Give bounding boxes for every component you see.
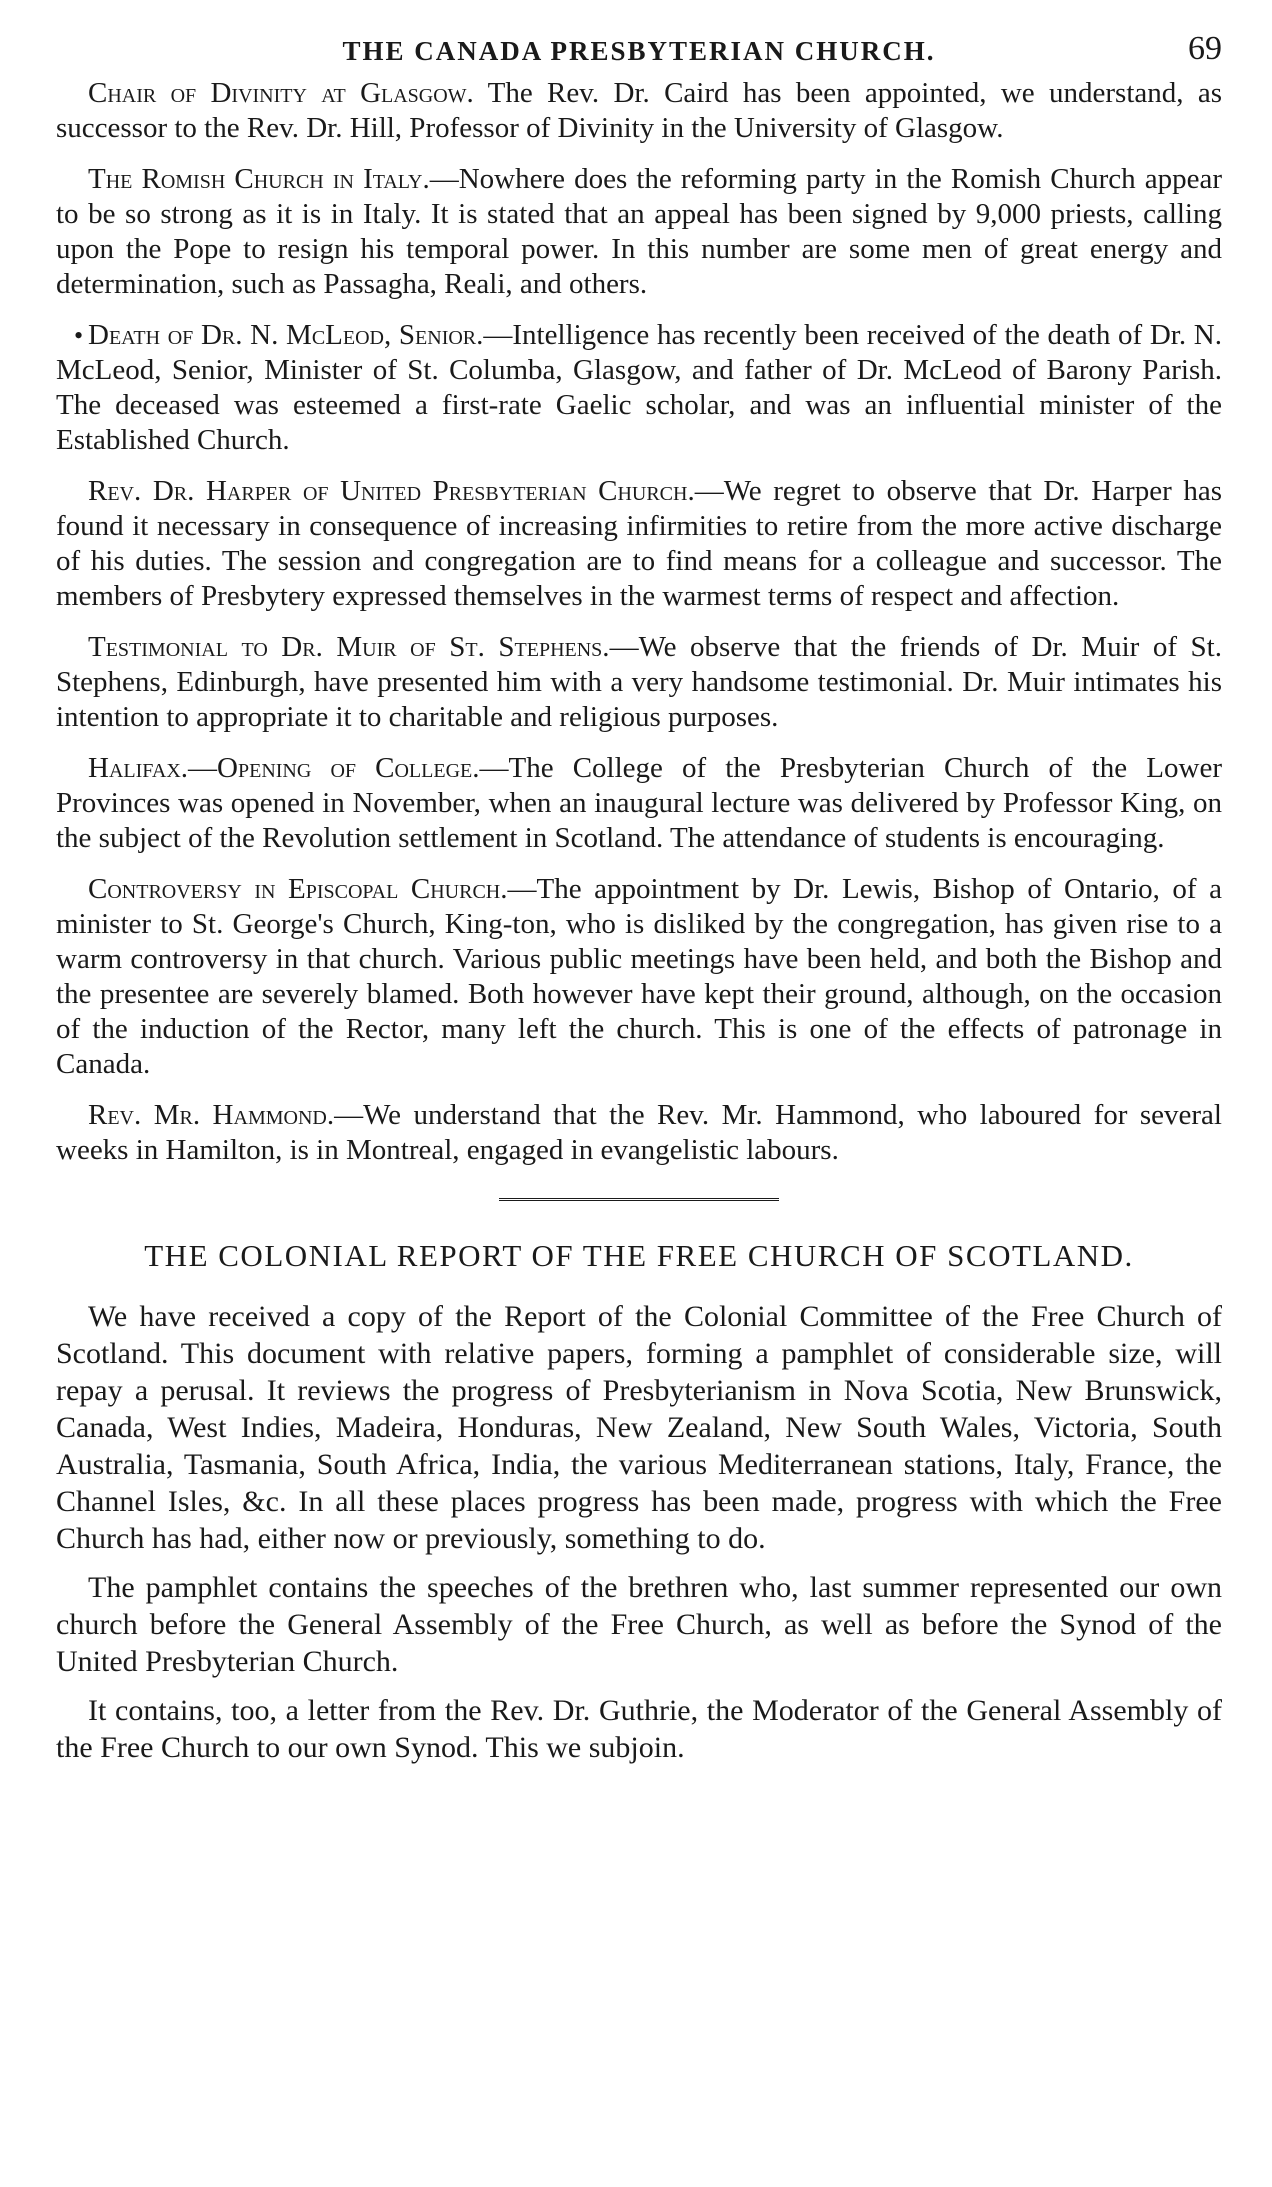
running-title: THE CANADA PRESBYTERIAN CHURCH. [342,36,936,66]
article-text: —Nowhere does the reforming party in the Romish Church appear to be so strong as it is in Italy. It is stated that an appeal has been signed by 9,000 priests, calling upon the Pope to resign his temporal power. In this number are some men of great energy and determination, such as Passagha, Reali, and others. [56,163,1222,300]
article-text: —The College of the Presbyterian Church of the Lower Provinces was opened in November, when an inaugural lecture was delivered by Professor King, on the subject of the Revolution settlement in Scotland. The attendance of students is encouraging. [56,752,1222,854]
running-header [56,24,1222,76]
article-text: —Intelligence has recently been received of the death of Dr. N. McLeod, Senior, Minister of St. Columba, Glasgow, and father of Dr. McLeod of Barony Parish. The deceased was esteemed a first-rate Gaelic scholar, and was an influential minister of the Established Church. [56,319,1222,456]
article-text: —We understand that the Rev. Mr. Hammond, who laboured for several weeks in Hamilton, is in Montreal, engaged in evangelistic labours. [56,1099,1222,1166]
article-death-of-dr-mcleod [56,318,1222,458]
article-chair-of-divinity [56,76,1222,146]
article-head: Death of Dr. N. McLeod, Senior. [88,319,484,351]
report-paragraph: The pamphlet contains the speeches of the brethren who, last summer represented our own church before the General Assembly of the Free Church, as well as before the Synod of the United Presbyterian Church. [56,1571,1222,1678]
article-head: The Romish Church in Italy. [88,163,430,195]
section-divider [499,1198,779,1204]
article-text: —We observe that the friends of Dr. Muir of St. Stephens, Edinburgh, have presented him with a very handsome testimonial. Dr. Muir intimates his intention to appropriate it to charitable and religious purposes. [56,631,1222,733]
article-testimonial-dr-muir [56,630,1222,735]
article-rev-dr-harper [56,474,1222,614]
article-halifax-college [56,751,1222,856]
document-page [56,24,1222,1778]
article-text: The Rev. Dr. Caird has been appointed, we understand, as successor to the Rev. Dr. Hill, Professor of Divinity in the University of Glasgow. [56,77,1222,144]
article-head: Rev. Dr. Harper of United Presbyterian Church. [88,475,695,507]
report-paragraph: It contains, too, a letter from the Rev. Dr. Guthrie, the Moderator of the General Assembly of the Free Church to our own Synod. This we subjoin. [56,1694,1222,1764]
bullet-mark: • [74,321,84,350]
section-title: THE COLONIAL REPORT OF THE FREE CHURCH OF SCOTLAND. [144,1238,1134,1273]
article-head: Halifax.—Opening of College. [88,752,480,784]
page-number: 69 [1188,30,1222,67]
article-romish-church-italy [56,162,1222,302]
article-rev-mr-hammond [56,1098,1222,1168]
article-head: Controversy in Episcopal Church. [88,873,508,905]
report-paragraph: We have received a copy of the Report of the Colonial Committee of the Free Church of Scotland. This document with relative papers, forming a pamphlet of considerable size, will repay a perusal. It reviews the progress of Presbyterianism in Nova Scotia, New Brunswick, Canada, West Indies, Madeira, Honduras, New Zealand, New South Wales, Victoria, South Australia, Tasmania, South Africa, India, the various Mediterranean stations, Italy, France, the Channel Isles, &c. In all these places progress has been made, progress with which the Free Church has had, either now or previously, something to do. [56,1300,1222,1555]
article-head: Testimonial to Dr. Muir of St. Stephens. [88,631,610,663]
article-head: Rev. Mr. Hammond. [88,1099,335,1131]
article-episcopal-controversy [56,872,1222,1082]
article-text: —The appointment by Dr. Lewis, Bishop of Ontario, of a minister to St. George's Church, King-ton, who is disliked by the congregation, has given rise to a warm controversy in that church. Various public meetings have been held, and both the Bishop and the presentee are severely blamed. Both however have kept their ground, although, on the occasion of the induction of the Rector, many left the church. This is one of the effects of patronage in Canada. [56,873,1222,1080]
article-head: Chair of Divinity at Glasgow. [88,77,474,109]
article-text: —We regret to observe that Dr. Harper has found it necessary in consequence of increasing infirmities to retire from the more active discharge of his duties. The session and congregation are to find means for a colleague and successor. The members of Presbytery expressed themselves in the warmest terms of respect and affection. [56,475,1222,612]
